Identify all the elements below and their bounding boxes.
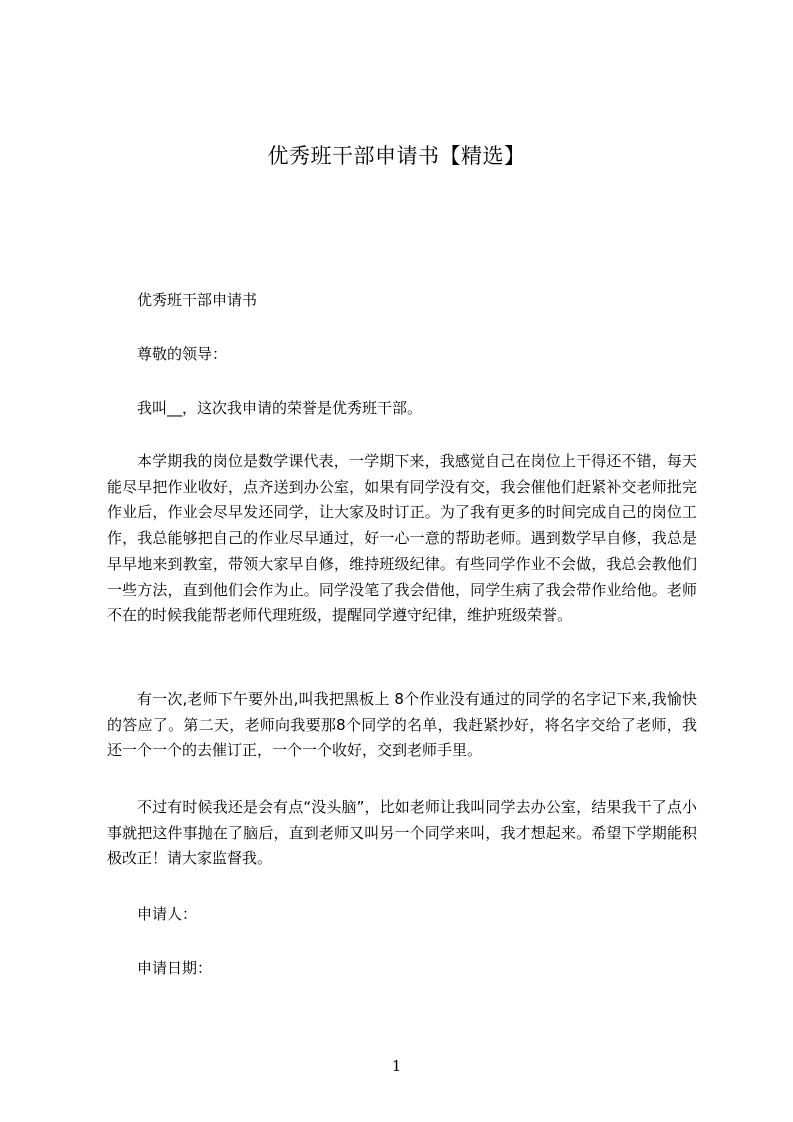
paragraph-improvement: 不过有时候我还是会有点“没头脑”，比如老师让我叫同学去办公室，结果我干了点小事就把这件事抛在了脑后，直到老师又叫另一个同学来叫，我才想起来。希望下学期能积极改正！请大家监督我。 (107, 798, 697, 868)
document-title: 优秀班干部申请书【精选】 (267, 144, 526, 168)
paragraph-duties: 本学期我的岗位是数学课代表，一学期下来，我感觉自己在岗位上干得还不错，每天能尽早把作业收好，点齐送到办公室，如果有同学没有交，我会催他们赶紧补交老师批完作业后，作业会尽早发还同学，让大家及时订正。为了我有更多的时间完成自己的岗位工作，我总能够把自己的作业尽早通过，好一心一意的帮助老师。遇到数学早自修，我总是早早地来到教室，带领大家早自修，维持班级纪律。有些同学作业不会做，我总会教他们一些方法，直到他们会作为止。同学没笔了我会借他，同学生病了我会带作业给他。老师不在的时候我能帮老师代理班级，提醒同学遵守纪律，维护班级荣誉。 (107, 452, 697, 625)
intro-line: 我叫__，这次我申请的荣誉是优秀班干部。 (137, 399, 423, 417)
salutation: 尊敬的领导： (137, 345, 228, 363)
applicant-label: 申请人： (137, 905, 198, 923)
document-subtitle: 优秀班干部申请书 (137, 291, 258, 309)
paragraph-story: 有一次,老师下午要外出,叫我把黑板上 8个作业没有通过的同学的名字记下来,我愉快的答应了。第二天，老师向我要那8个同学的名单，我赶紧抄好，将名字交给了老师，我还一个一个的去催订正，一个一个收好，交到老师手里。 (107, 690, 697, 760)
page-number: 1 (391, 1057, 402, 1075)
date-label: 申请日期： (137, 959, 213, 977)
